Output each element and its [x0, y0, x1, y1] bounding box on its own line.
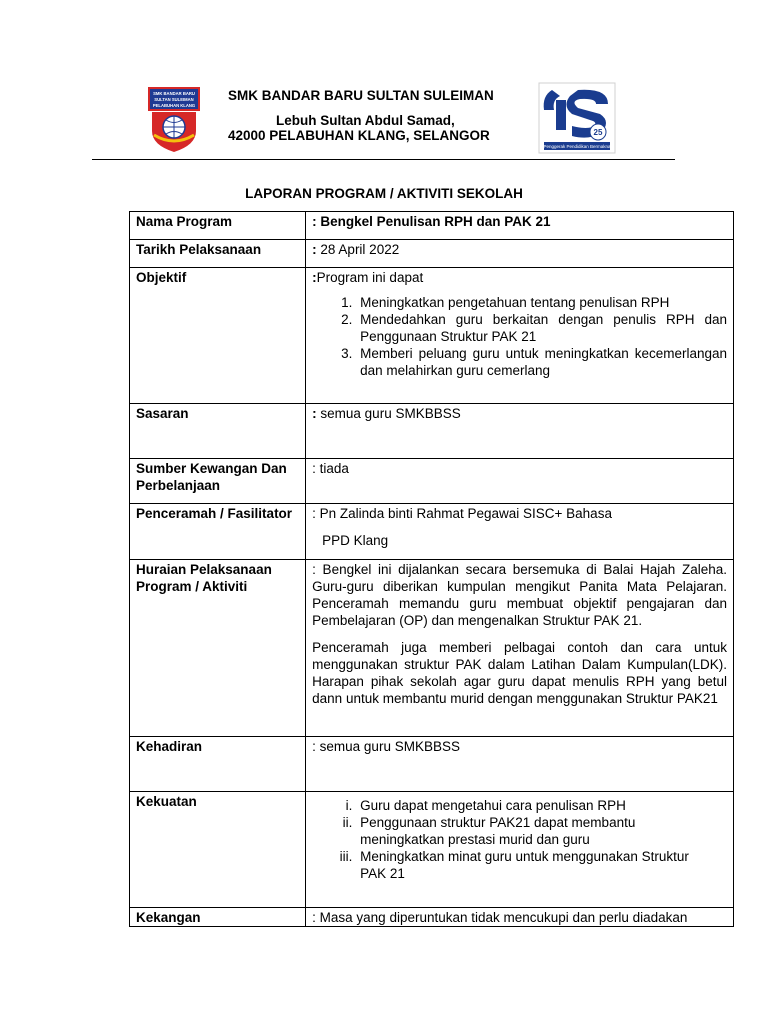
- label-huraian: Huraian Pelaksanaan Program / Aktiviti: [130, 560, 306, 737]
- kekuatan-item: ii. Penggunaan struktur PAK21 dapat membantu meningkatkan prestasi murid dan guru: [356, 814, 705, 848]
- colon-tarikh: :: [312, 242, 321, 257]
- label-sasaran: Sasaran: [130, 404, 306, 459]
- row-kekuatan: [130, 792, 734, 908]
- label-kekuatan: Kekuatan: [130, 792, 306, 908]
- row-huraian: [130, 560, 734, 737]
- value-objektif-cell: [306, 268, 734, 404]
- address-line-2: 42000 PELABUHAN KLANG, SELANGOR: [228, 128, 490, 143]
- school-crest-logo: [146, 85, 202, 155]
- value-penceramah: : Pn Zalinda binti Rahmat Pegawai SISC+ Bahasa: [312, 506, 612, 521]
- objektif-item: 2. Mendedahkan guru berkaitan dengan penulis RPH dan Penggunaan Struktur PAK 21: [356, 311, 727, 345]
- value-nama-program: : Bengkel Penulisan RPH dan PAK 21: [306, 212, 734, 240]
- report-table: [129, 211, 734, 927]
- value-kehadiran: : semua guru SMKBBSS: [306, 737, 734, 792]
- value-sasaran: semua guru SMKBBSS: [320, 406, 461, 421]
- objektif-intro: Program ini dapat: [316, 270, 424, 285]
- huraian-paragraph-2: Penceramah juga memberi pelbagai contoh dan cara untuk menggunakan struktur PAK dalam Latihan Dalam Kumpulan(LDK). Harapan pihak sekolah agar guru dapat menulis RPH yang betul dann untuk membantu murid dengan menggunakan Struktur PAK21: [312, 640, 727, 706]
- row-sumber: [130, 459, 734, 504]
- label-tarikh: Tarikh Pelaksanaan: [130, 240, 306, 268]
- crest-text-line3: PELABUHAN KLANG: [152, 103, 196, 108]
- label-kehadiran: Kehadiran: [130, 737, 306, 792]
- label-nama-program: Nama Program: [130, 212, 306, 240]
- value-tarikh: 28 April 2022: [320, 242, 400, 257]
- objektif-item: 3. Memberi peluang guru untuk meningkatkan kecemerlangan dan melahirkan guru cemerlang: [356, 345, 727, 379]
- header-divider: [92, 159, 675, 160]
- row-sasaran: [130, 404, 734, 459]
- row-kehadiran: [130, 737, 734, 792]
- colon-sasaran: :: [312, 406, 321, 421]
- row-kekangan: [130, 908, 734, 927]
- objektif-item: 1. Meningkatkan pengetahuan tentang penulisan RPH: [356, 294, 727, 311]
- value-kekuatan-cell: [306, 792, 734, 908]
- row-tarikh: [130, 240, 734, 268]
- kekuatan-item: i. Guru dapat mengetahui cara penulisan RPH: [356, 797, 705, 814]
- label-penceramah: Penceramah / Fasilitator: [130, 504, 306, 560]
- value-penceramah-line2: PPD Klang: [322, 533, 389, 548]
- document-title: LAPORAN PROGRAM / AKTIVITI SEKOLAH: [245, 186, 523, 201]
- kekuatan-list: [312, 797, 727, 882]
- label-kekangan: Kekangan: [130, 908, 306, 927]
- logo-tagline: Penggerak Pendidikan Bermakna: [543, 144, 611, 149]
- label-objektif: Objektif: [130, 268, 306, 404]
- kekuatan-item: iii. Meningkatkan minat guru untuk menggunakan Struktur PAK 21: [356, 848, 705, 882]
- row-penceramah: [130, 504, 734, 560]
- huraian-paragraph-1: : Bengkel ini dijalankan secara bersemuka di Balai Hajah Zaleha. Guru-guru diberikan kumpulan mengikut Panita Mata Pelajaran. Penceramah memandu guru membuat objektif pengajaran dan Pembelajaran (OP) dan mengenalkan Struktur PAK 21.: [312, 562, 727, 628]
- objektif-intro-line: [312, 269, 727, 286]
- row-objektif: [130, 268, 734, 404]
- value-penceramah-cell: [306, 504, 734, 560]
- objektif-list: [312, 294, 727, 379]
- value-tarikh-cell: [306, 240, 734, 268]
- colon-objektif: :: [312, 270, 317, 285]
- value-huraian-cell: [306, 560, 734, 737]
- address-line-1: Lebuh Sultan Abdul Samad,: [276, 113, 455, 128]
- row-nama-program: [130, 212, 734, 240]
- value-kekangan: : Masa yang diperuntukan tidak mencukupi dan perlu diadakan: [306, 908, 734, 927]
- value-sumber: : tiada: [306, 459, 734, 504]
- value-sasaran-cell: [306, 404, 734, 459]
- logo-25-text: 25: [593, 128, 603, 137]
- crest-text-line2: SULTAN SULEIMAN: [154, 97, 194, 102]
- label-sumber: Sumber Kewangan Dan Perbelanjaan: [130, 459, 306, 504]
- sisc-25-logo: [538, 82, 616, 154]
- school-name: SMK BANDAR BARU SULTAN SULEIMAN: [228, 88, 494, 103]
- crest-text-line1: SMK BANDAR BARU: [153, 91, 195, 96]
